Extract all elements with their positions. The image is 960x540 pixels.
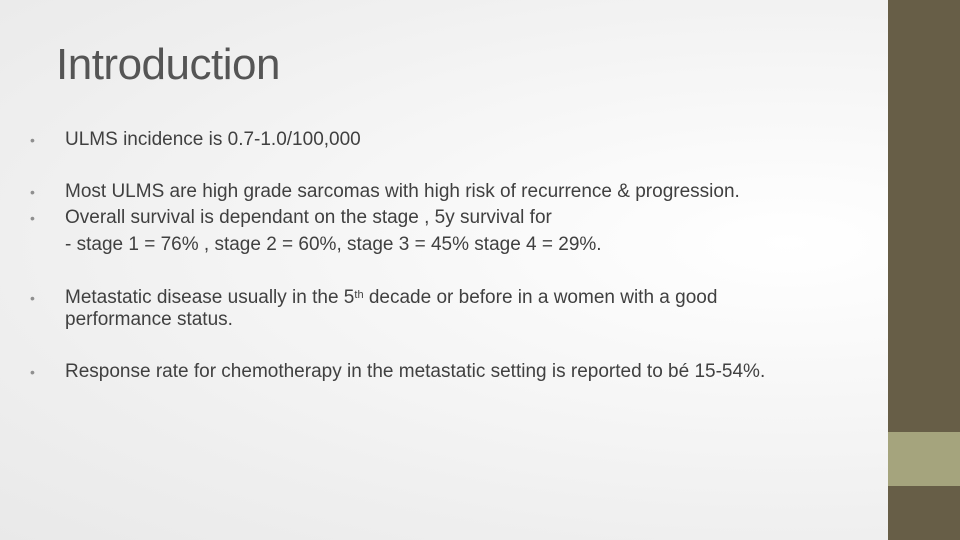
bullet-text bbox=[65, 287, 717, 309]
bullet-text: ULMS incidence is 0.7-1.0/100,000 bbox=[65, 129, 361, 150]
bullet-dot: • bbox=[30, 184, 35, 200]
bullet-continuation: - stage 1 = 76% , stage 2 = 60%, stage 3 = 45% stage 4 = 29%. bbox=[65, 234, 602, 255]
bullet-text: Response rate for chemotherapy in the metastatic setting is reported to bé 15-54%. bbox=[65, 361, 766, 382]
bullet-text-end: decade or before in a women with a good bbox=[363, 287, 718, 308]
bullet-dot: • bbox=[30, 210, 35, 226]
ordinal-superscript: th bbox=[354, 289, 364, 301]
sidebar-accent-block bbox=[888, 432, 960, 486]
slide-title: Introduction bbox=[56, 40, 280, 89]
bullet-dot: • bbox=[30, 132, 35, 148]
bullet-text: Most ULMS are high grade sarcomas with high risk of recurrence & progression. bbox=[65, 181, 740, 202]
bullet-continuation: performance status. bbox=[65, 309, 233, 330]
bullet-dot: • bbox=[30, 364, 35, 380]
bullet-text-start: Metastatic disease usually in the 5 bbox=[65, 287, 355, 308]
bullet-text: Overall survival is dependant on the stage , 5y survival for bbox=[65, 207, 552, 228]
bullet-dot: • bbox=[30, 290, 35, 306]
